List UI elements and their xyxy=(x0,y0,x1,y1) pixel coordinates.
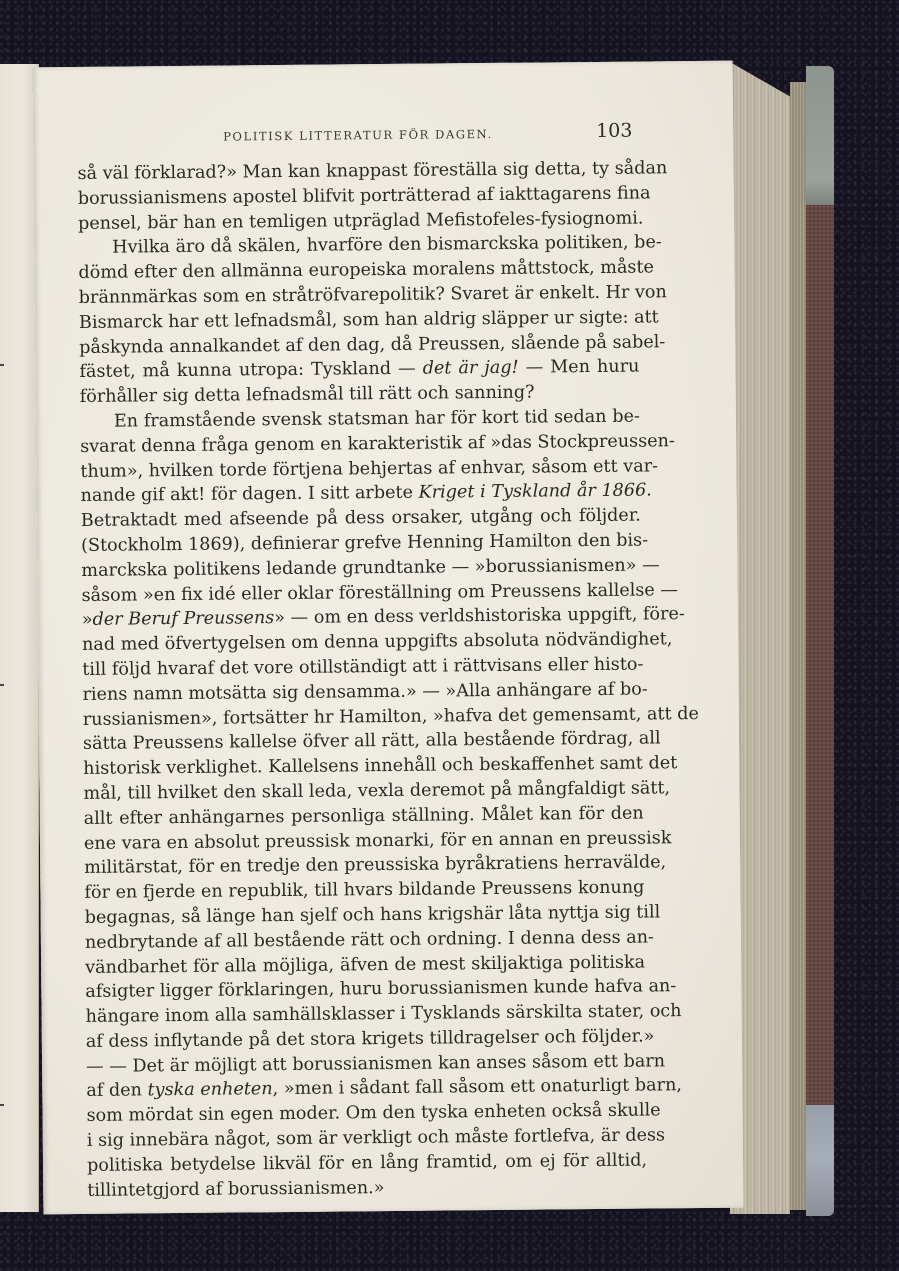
text-segment: såsom »en fix idé eller oklar föreställning om Preussens kallelse — xyxy=(81,579,679,606)
text-segment: som mördat sin egen moder. Om den tyska enheten också skulle xyxy=(86,1100,661,1127)
text-segment: ene vara en absolut preussisk monarki, för en annan en preussisk xyxy=(83,827,672,854)
text-segment: historisk verklighet. Kallelsens innehåll och beskaffenhet samt det xyxy=(83,753,678,780)
text-segment: — — Det är möjligt att borussianismen kan anses såsom ett barn xyxy=(86,1051,666,1077)
text-segment: russianismen», fortsätter hr Hamilton, »hafva det gemensamt, att de xyxy=(82,703,699,730)
text-segment: fästet, må kunna utropa: Tyskland — xyxy=(79,359,423,383)
text-segment: nedbrytande af all bestående rätt och ordning. I denna dess an- xyxy=(84,927,655,953)
italic-text: det är jag! xyxy=(422,358,519,380)
text-segment: allt efter anhängarnes personliga ställning. Målet kan för den xyxy=(83,803,644,829)
italic-text: tyska enheten xyxy=(147,1079,273,1101)
text-segment: tillintetgjord af borussianismen.» xyxy=(87,1177,385,1201)
text-segment: förhåller sig detta lefnadsmål till rätt och sanning? xyxy=(79,382,535,408)
text-segment: thum», hvilken torde förtjena behjertas af enhvar, såsom ett var- xyxy=(80,455,659,482)
text-segment: , »men i sådant fall såsom ett onaturligt barn, xyxy=(272,1075,683,1100)
text-segment: begagnas, så länge han sjelf och hans krigshär låta nyttja sig till xyxy=(84,902,661,928)
text-segment: sätta Preussens kallelse öfver all rätt, alla bestående fördrag, all xyxy=(82,728,661,755)
text-segment: » — om en dess verldshistoriska uppgift, före- xyxy=(274,604,685,629)
text-segment: (Stockholm 1869), definierar grefve Henning Hamilton den bis- xyxy=(81,530,649,556)
text-segment: till följd hvaraf det vore otillständigt att i rättvisans eller histo- xyxy=(82,654,644,680)
text-segment: af den xyxy=(86,1080,148,1102)
page-number: 103 xyxy=(596,119,633,142)
text-segment: nande gif akt! för dagen. I sitt arbete xyxy=(80,483,419,507)
text-segment: brännmärkas som en stråtröfvarepolitik? Svaret är enkelt. Hr von xyxy=(78,282,667,308)
text-segment: riens namn motsätta sig densamma.» — »Alla anhängare af bo- xyxy=(82,679,648,705)
text-segment: så väl förklarad?» Man kan knappast föreställa sig detta, ty sådan xyxy=(77,158,668,184)
facing-page-ink-mark xyxy=(0,684,4,686)
text-segment: svarat denna fråga genom en karakteristik af »das Stockpreussen- xyxy=(80,431,675,457)
text-segment: påskynda annalkandet af den dag, då Preussen, slående på sabel- xyxy=(79,331,666,358)
facing-page-ink-mark xyxy=(0,364,4,366)
text-segment: af dess inflytande på det stora krigets tilldragelser och följder.» xyxy=(85,1026,655,1052)
running-title: POLITISK LITTERATUR FÖR DAGEN. xyxy=(223,126,493,144)
facing-page-ink-mark xyxy=(0,1104,4,1106)
text-segment: för en fjerde en republik, till hvars bildande Preussens konung xyxy=(84,877,645,904)
text-segment: hängare inom alla samhällsklasser i Tysklands särskilta stater, och xyxy=(85,1001,682,1028)
book-cover-leather xyxy=(806,205,834,1105)
text-segment: » xyxy=(81,610,93,631)
book-page xyxy=(33,61,744,1215)
text-segment: marckska politikens ledande grundtanke — »borussianismen» — xyxy=(81,555,660,581)
body-text xyxy=(77,157,699,1204)
text-line xyxy=(87,1173,647,1203)
text-segment: En framstående svensk statsman har för kort tid sedan be- xyxy=(113,406,640,432)
italic-text: Kriget i Tyskland år 1866. xyxy=(418,480,652,504)
text-segment: dömd efter den allmänna europeiska moralens måttstock, måste xyxy=(78,257,654,284)
text-segment: politiska betydelse likväl för en lång framtid, om ej för alltid, xyxy=(86,1150,648,1176)
text-segment: nad med öfvertygelsen om denna uppgifts absoluta nödvändighet, xyxy=(81,629,673,656)
text-segment: i sig innebära något, som är verkligt och måste fortlefva, är dess xyxy=(86,1125,666,1151)
text-segment: mål, till hvilket den skall leda, vexla deremot på mångfaldigt sätt, xyxy=(83,778,671,804)
text-segment: pensel, bär han en temligen utpräglad Mefistofeles-fysiognomi. xyxy=(77,208,644,234)
running-head xyxy=(33,119,733,152)
text-segment: Hvilka äro då skälen, hvarföre den bismarckska politiken, be- xyxy=(112,232,662,259)
text-segment: vändbarhet för alla möjliga, äfven de mest skiljaktiga politiska xyxy=(85,952,646,978)
text-segment: Betraktadt med afseende på dess orsaker, utgång och följder. xyxy=(80,505,641,532)
text-segment: — Men huru xyxy=(518,356,640,379)
text-segment: Bismarck har ett lefnadsmål, som han aldrig släpper ur sigte: att xyxy=(78,307,659,333)
text-segment: militärstat, för en tredje den preussiska byråkratiens herravälde, xyxy=(84,852,667,879)
italic-text: der Beruf Preussens xyxy=(92,608,275,631)
text-segment: borussianismens apostel blifvit porträtterad af iakttagarens fina xyxy=(77,183,651,209)
text-segment: afsigter ligger förklaringen, huru borussianismen kunde hafva an- xyxy=(85,976,677,1003)
